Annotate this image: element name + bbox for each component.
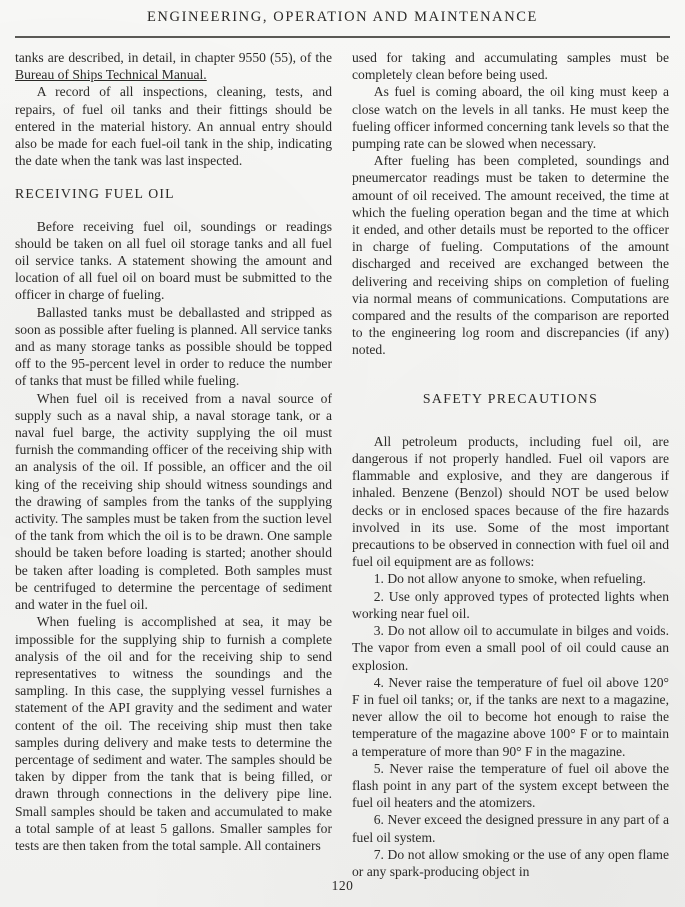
section-heading-safety-precautions: SAFETY PRECAUTIONS bbox=[422, 390, 599, 406]
precaution-item: 2. Use only approved types of protected lights when working near fuel oil. bbox=[352, 588, 669, 621]
page-number: 120 bbox=[331, 878, 354, 893]
paragraph: Ballasted tanks must be deballasted and stripped as soon as possible after fueling is planned. All service tanks and as many storage tanks as possible should be topped off to the 95-percent level in order to reduce the number of tanks that must be filled while fueling. bbox=[15, 304, 332, 389]
paragraph bbox=[15, 49, 332, 83]
paragraph: used for taking and accumulating samples must be completely clean before being used. bbox=[352, 50, 669, 83]
paragraph: As fuel is coming aboard, the oil king must keep a close watch on the levels in all tanks. He must keep the fueling officer informed concerning tank levels so that the pumping rate can be slowed when necessary. bbox=[352, 84, 669, 152]
paragraph: All petroleum products, including fuel oil, are dangerous if not properly handled. Fuel oil vapors are flammable and explosive, and they are dangerous if inhaled. Benzene (Benzol) should NOT be used below decks or in enclosed spaces because of the fire hazards involved in its use. Some of the most important precautions to be observed in connection with fuel oil and fuel oil equipment are as follows: bbox=[352, 433, 669, 570]
paragraph-text: tanks are described, in detail, in chapter 9550 (55), of the bbox=[15, 50, 332, 65]
paragraph: Before receiving fuel oil, soundings or readings should be taken on all fuel oil storage tanks and all fuel oil service tanks. A statement showing the amount and location of all fuel oil on board must be submitted to the officer in charge of fueling. bbox=[15, 218, 332, 303]
two-column-body bbox=[15, 49, 670, 880]
underlined-manual-title: Bureau of Ships Technical Manual. bbox=[15, 67, 207, 83]
header-rule bbox=[15, 36, 670, 38]
precaution-item: 6. Never exceed the designed pressure in any part of a fuel oil system. bbox=[352, 812, 669, 845]
paragraph: After fueling has been completed, soundings and pneumercator readings must be taken to determine the amount of oil received. The amount received, the time at which the fueling operation began and the time at which it ended, and other details must be reported to the officer in charge of fueling. Computations of the amount discharged and received are exchanged between the delivering and receiving ships on completion of fueling via normal means of communications. Computations are compared and the results of the comparison are reported to the engineering log room and discrepancies (if any) noted. bbox=[352, 153, 669, 358]
right-column bbox=[352, 49, 669, 880]
precaution-item: 5. Never raise the temperature of fuel oil above the flash point in any part of the system except between the fuel oil heaters and the atomizers. bbox=[352, 760, 669, 811]
page-header-title: ENGINEERING, OPERATION AND MAINTENANCE bbox=[146, 9, 539, 25]
precaution-item: 7. Do not allow smoking or the use of any open flame or any spark-producing object in bbox=[352, 846, 669, 879]
precaution-item: 3. Do not allow oil to accumulate in bilges and voids. The vapor from even a small pool of oil could cause an explosion. bbox=[352, 623, 669, 673]
paragraph: A record of all inspections, cleaning, tests, and repairs, of fuel oil tanks and their fittings should be entered in the material history. An annual entry should also be made for each fuel-oil tank in the ship, indicating the date when the tank was last inspected. bbox=[15, 84, 332, 169]
paragraph: When fuel oil is received from a naval source of supply such as a naval ship, a naval storage tank, or a naval fuel barge, the activity supplying the oil must furnish the commanding officer of the receiving ship with an analysis of the oil. If possible, an officer and the oil king of the receiving ship should witness soundings and the drawing of samples from the tanks of the supplying activity. The samples must be taken from the suction level of the tank from which the oil is to be drawn. One sample should be taken before loading is started; another should be taken after loading is completed. Both samples must be centrifuged to determine the percentage of sediment and water in the fuel oil. bbox=[15, 390, 332, 613]
precaution-item: 1. Do not allow anyone to smoke, when refueling. bbox=[373, 571, 646, 587]
section-heading-receiving-fuel-oil: RECEIVING FUEL OIL bbox=[15, 186, 175, 202]
paragraph: When fueling is accomplished at sea, it may be impossible for the supplying ship to furnish a complete analysis of the oil and for the receiving ship to send representatives to witness the soundings and the sampling. In this case, the supplying vessel furnishes a statement of the API gravity and the sediment and water content of the oil. The receiving ship must then take samples during delivery and make tests to determine the percentage of sediment and water. The samples should be taken by dipper from the tank that is being filled, or drawn through connections in the delivery pipe line. Small samples should be taken and accumulated to make a total sample of at least 5 gallons. Smaller samples for tests are then taken from the total sample. All containers bbox=[15, 614, 332, 853]
left-column bbox=[15, 49, 332, 880]
precaution-item: 4. Never raise the temperature of fuel oil above 120° F in fuel oil tanks; or, if the tanks are next to a magazine, never allow the oil to become hot enough to raise the temperature of the magazine above 100° F or to maintain a temperature of more than 90° F in the magazine. bbox=[352, 674, 669, 759]
